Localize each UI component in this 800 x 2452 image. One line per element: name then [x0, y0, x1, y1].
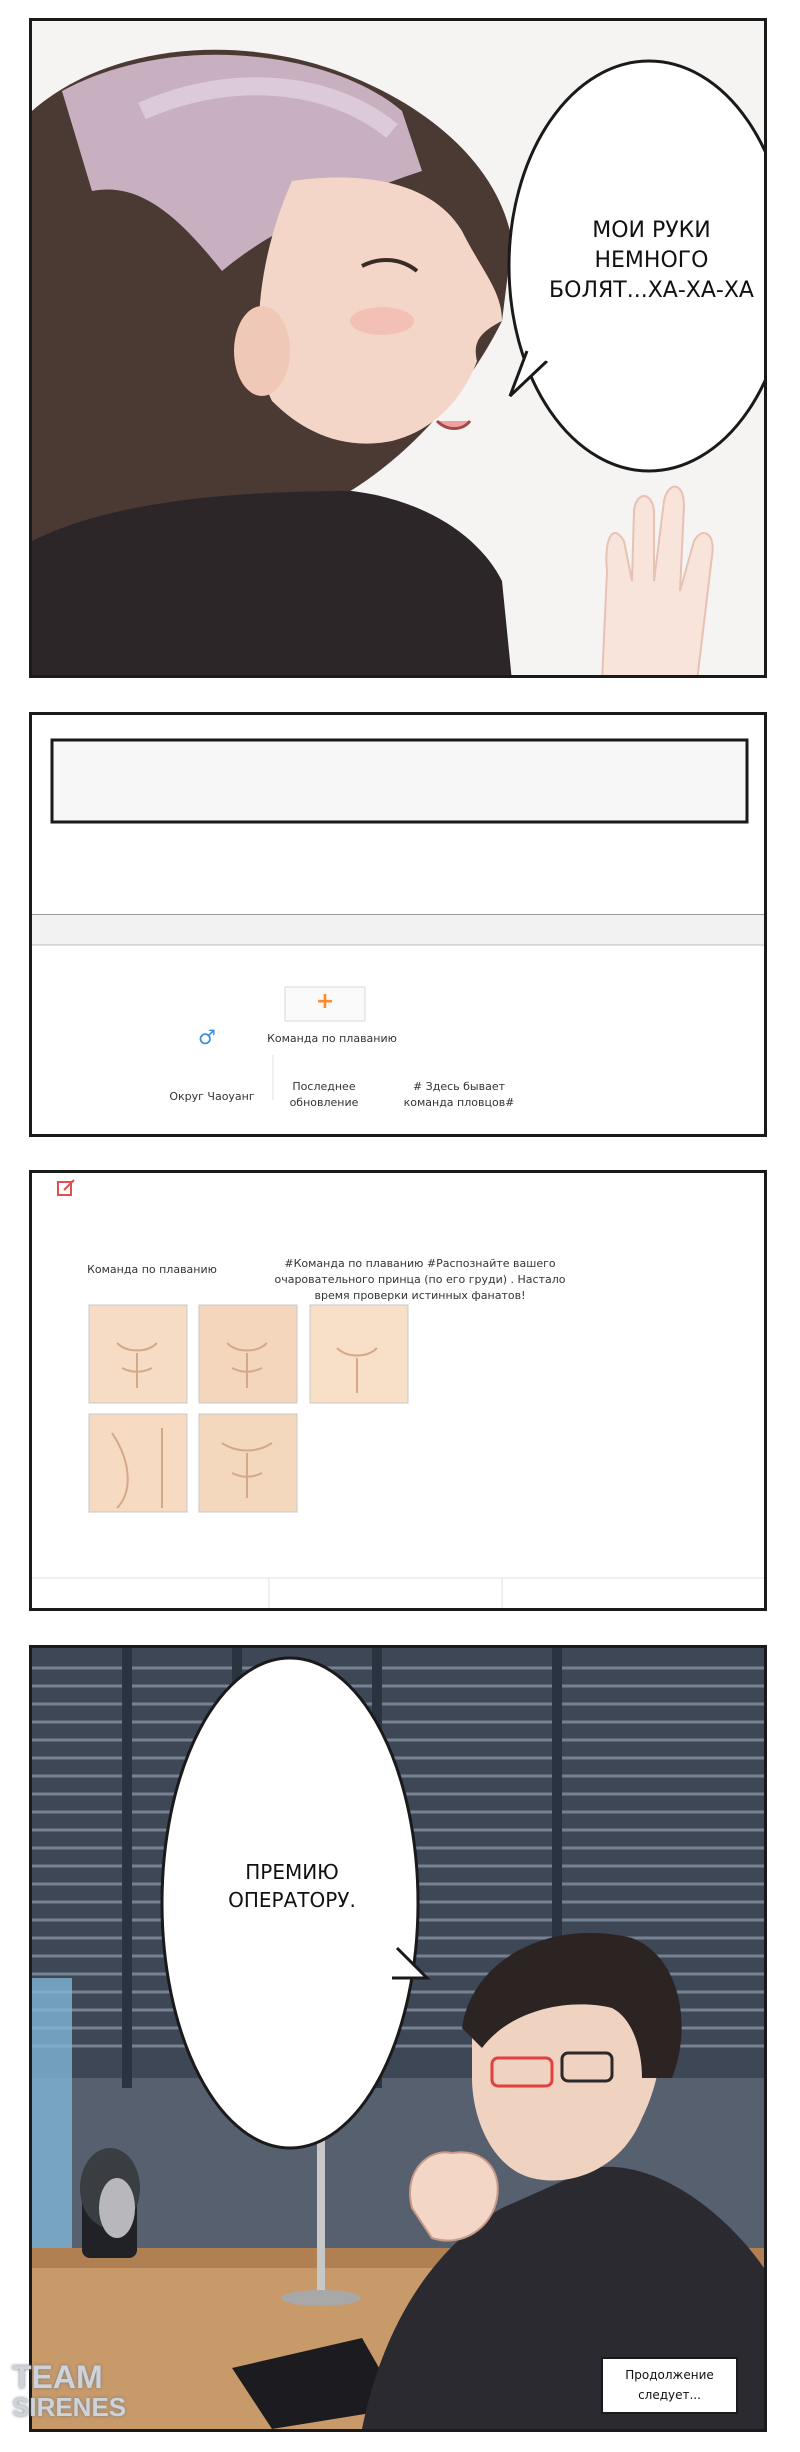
swim-team-tag: # Здесь бывает команда пловцов# — [403, 1080, 515, 1109]
post-art — [32, 1173, 764, 1608]
speech-bubble-text: МОИ РУКИ НЕМНОГО БОЛЯТ...ХА-ХА-ХА — [549, 218, 754, 303]
speech-bubble-text: ПРЕМИЮ ОПЕРАТОРУ. — [228, 1860, 356, 1912]
panel-1-art — [32, 21, 767, 678]
post-author: Команда по плаванию — [87, 1263, 217, 1276]
panel-4-art — [32, 1648, 764, 2429]
profile-name: Команда по плаванию — [267, 1032, 397, 1045]
panel-3-social-post — [29, 1170, 767, 1611]
to-be-continued-caption: Продолжение следует... — [625, 2368, 714, 2402]
panel-1-headband-character — [29, 18, 767, 678]
male-gender-icon: ♂ — [198, 1025, 216, 1049]
add-plus-icon[interactable]: + — [315, 989, 335, 1014]
panel-2-profile-screen — [29, 712, 767, 1137]
watermark-line-1: TEAM — [12, 2359, 103, 2395]
location-label: Округ Чаоуанг — [169, 1090, 255, 1103]
post-text: #Команда по плаванию #Распознайте вашего очаровательного принца (по его груди) . Настало время проверки истинных фанатов! — [274, 1257, 566, 1302]
panel-4-office-man — [29, 1645, 767, 2432]
last-update-label: Последнее обновление — [289, 1080, 359, 1109]
watermark-line-2: SIRENES — [12, 2392, 127, 2422]
profile-screen-art — [32, 715, 764, 1134]
team-sirenes-watermark — [12, 2359, 127, 2422]
